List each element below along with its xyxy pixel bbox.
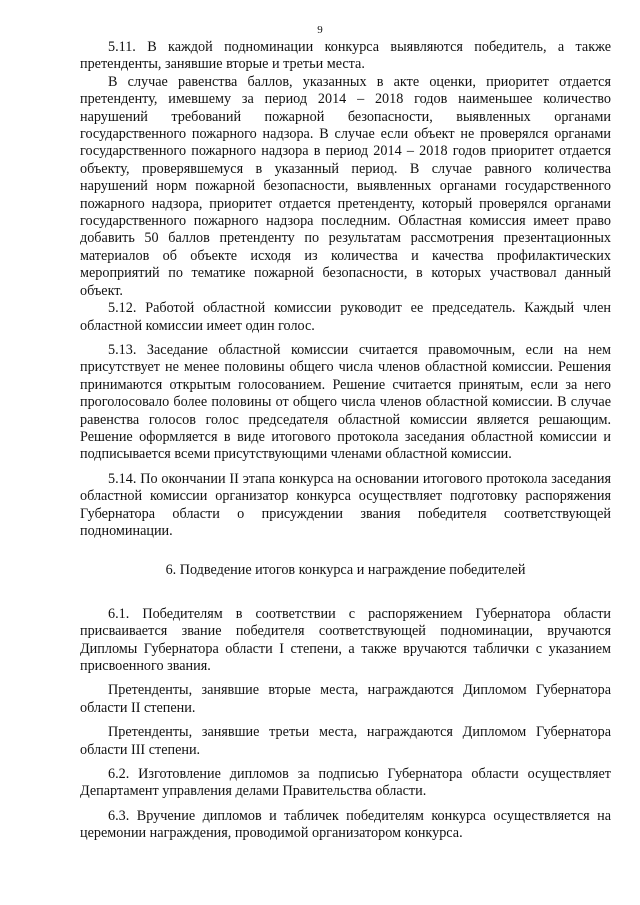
paragraph-5-11-tie-rule: В случае равенства баллов, указанных в акте оценки, приоритет отдается претенденту, имевшему за период 2014 – 2018 годов наименьшее количество нарушений требований пожарной безопасности, выявленных органами государственного пожарного надзора. В случае если объект не проверялся органами государственного пожарного надзора в период 2014 – 2018 годов приоритет отдается объекту, проверявшемуся в указанный период. В случае равного количества нарушений норм пожарной безопасности, выявленных органами государственного пожарного надзора, приоритет отдается претенденту, который проверялся органами государственного пожарного надзора последним. Областная комиссия имеет право добавить 50 баллов претенденту по результатам рассмотрения презентационных материалов об объекте исходя из количества и качества профилактических мероприятий по тематике пожарной безопасности, в которых участвовал данный объект. <box>80 73 611 299</box>
document-body <box>80 39 611 843</box>
paragraph-5-11: 5.11. В каждой подноминации конкурса выявляются победитель, а также претенденты, занявшие вторые и третьи места. <box>80 39 611 73</box>
paragraph-5-14: 5.14. По окончании II этапа конкурса на основании итогового протокола заседания областной комиссии организатор конкурса осуществляет подготовку распоряжения Губернатора области о присуждении звания победителя соответствующей подноминации. <box>80 470 611 539</box>
paragraph-second-places: Претенденты, занявшие вторые места, награждаются Дипломом Губернатора области II степени. <box>80 682 611 716</box>
paragraph-6-1: 6.1. Победителям в соответствии с распоряжением Губернатора области присваивается звание победителя соответствующей подноминации, вручаются Дипломы Губернатора области I степени, а также вручаются таблички с указанием присвоенного звания. <box>80 605 611 674</box>
paragraph-third-places: Претенденты, занявшие третьи места, награждаются Дипломом Губернатора области III степени. <box>80 724 611 758</box>
page-number: 9 <box>317 24 323 36</box>
section-heading: 6. Подведение итогов конкурса и награждение победителей <box>165 562 526 579</box>
paragraph-6-2: 6.2. Изготовление дипломов за подписью Губернатора области осуществляет Департамент управления делами Правительства области. <box>80 766 611 800</box>
paragraph-6-3: 6.3. Вручение дипломов и табличек победителям конкурса осуществляется на церемонии награждения, проводимой организатором конкурса. <box>80 807 611 842</box>
paragraph-5-13: 5.13. Заседание областной комиссии считается правомочным, если на нем присутствует не менее половины общего числа членов областной комиссии. Решения принимаются открытым голосованием. Решение считается принятым, если за него проголосовало более половины от общего числа членов областной комиссии. В случае равенства голосов голос председателя областной комиссии является решающим. Решение оформляется в виде итогового протокола заседания областной комиссии и подписывается всеми присутствующими членами областной комиссии. <box>80 341 611 463</box>
paragraph-5-12: 5.12. Работой областной комиссии руководит ее председатель. Каждый член областной комиссии имеет один голос. <box>80 300 611 334</box>
